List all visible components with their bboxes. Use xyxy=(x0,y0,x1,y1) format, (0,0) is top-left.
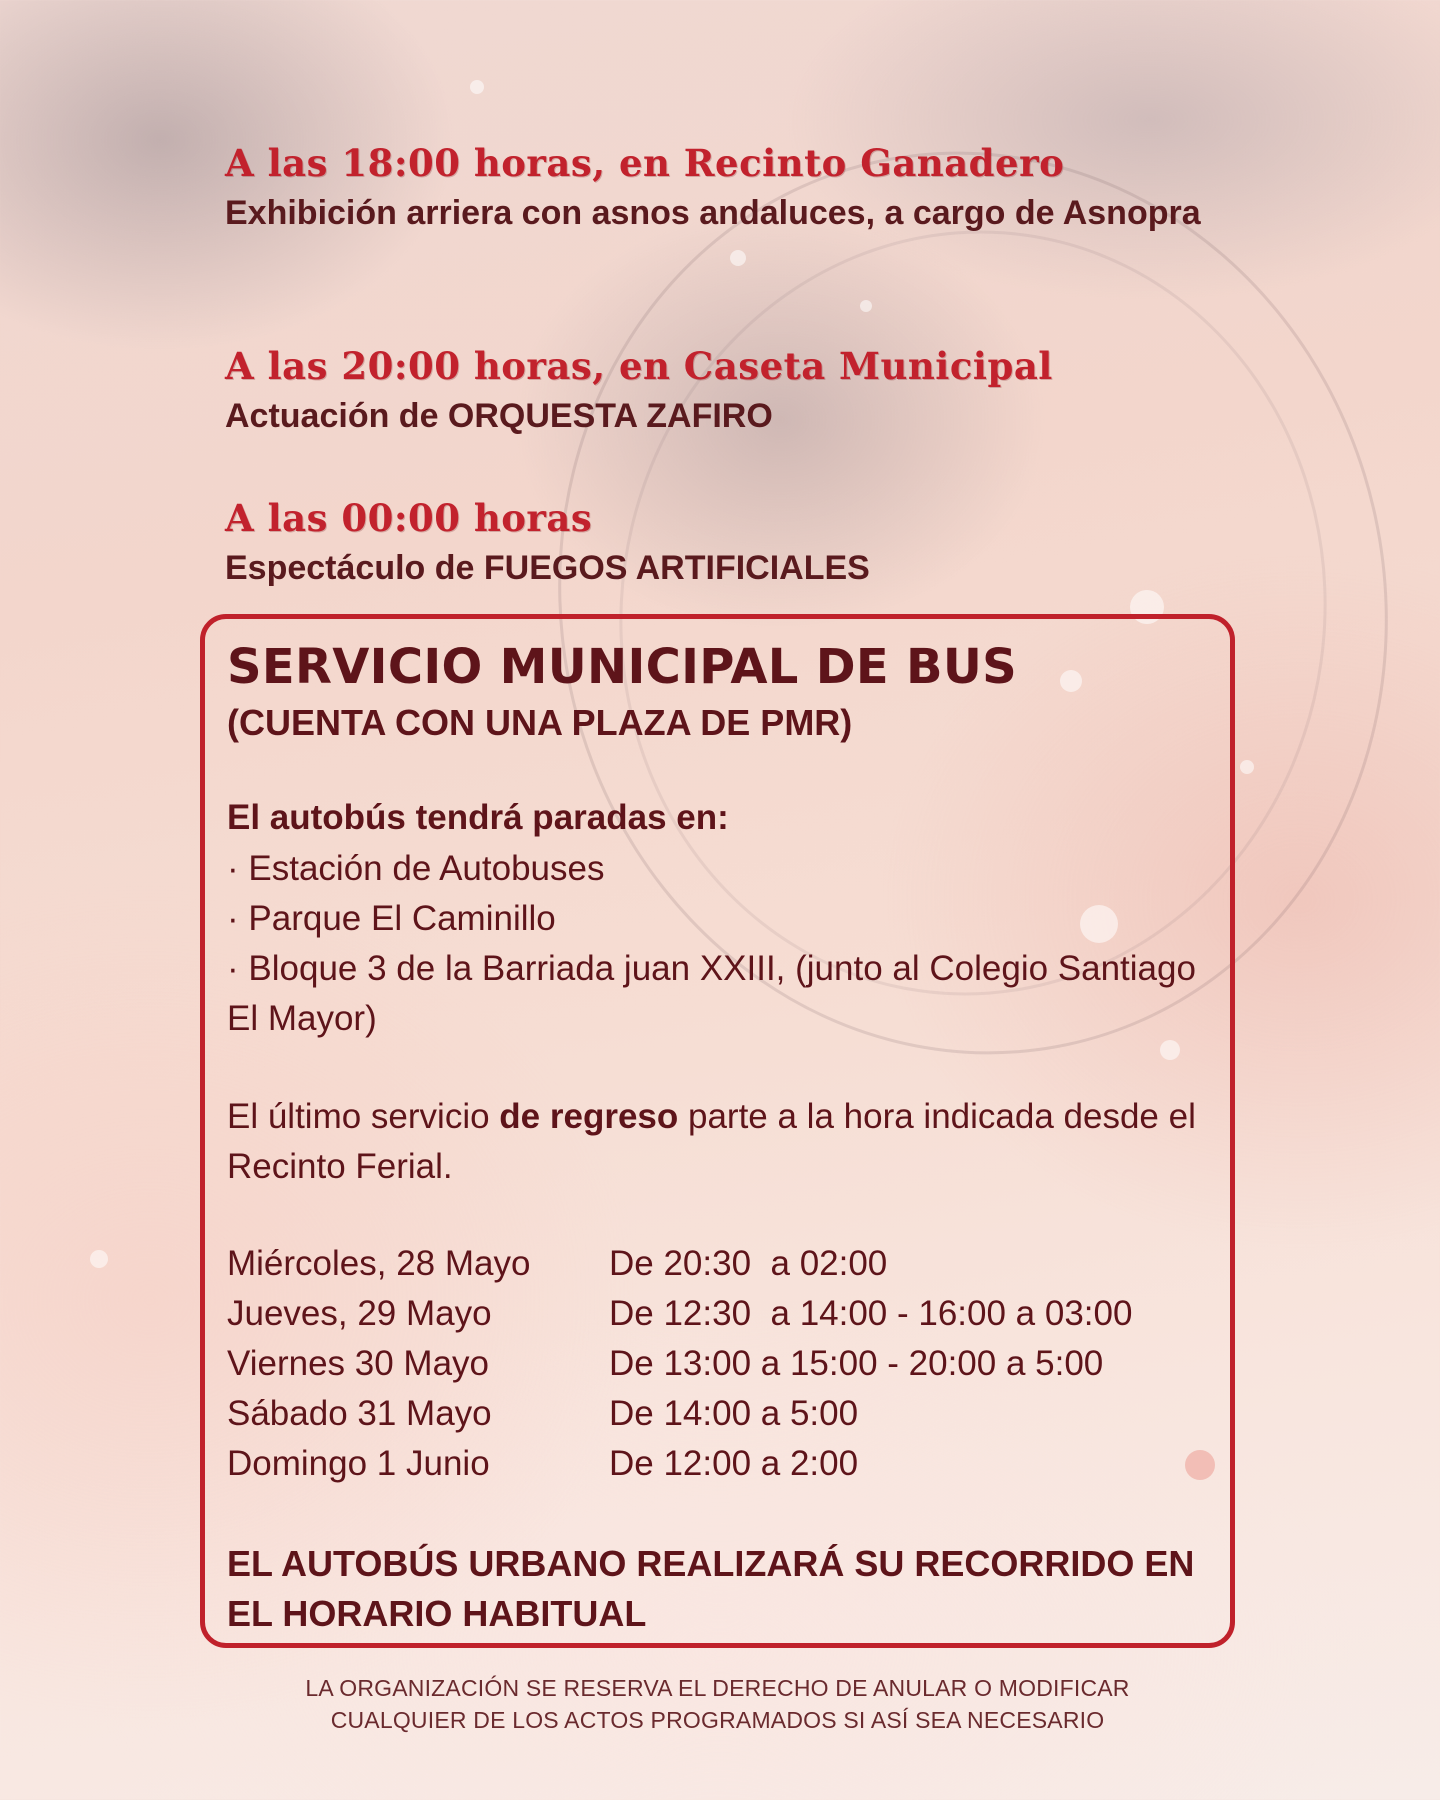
stop-item: · Parque El Caminillo xyxy=(227,894,1207,944)
schedule-day: Domingo 1 Junio xyxy=(227,1444,490,1483)
schedule-hours: De 20:30 a 02:00 xyxy=(609,1244,888,1283)
event-description: Exhibición arriera con asnos andaluces, a cargo de Asnopra xyxy=(225,194,1201,232)
disclaimer-line: CUALQUIER DE LOS ACTOS PROGRAMADOS SI ASÍ SEA NECESARIO xyxy=(330,1707,1105,1733)
schedule-hours: De 12:30 a 14:00 - 16:00 a 03:00 xyxy=(609,1294,1133,1333)
background-bokeh xyxy=(470,80,484,94)
schedule-day: Sábado 31 Mayo xyxy=(227,1394,492,1433)
bus-service-title: SERVICIO MUNICIPAL DE BUS xyxy=(227,639,1017,695)
event-heading: A las 18:00 horas, en Recinto Ganadero xyxy=(225,141,1065,185)
event-description: Actuación de ORQUESTA ZAFIRO xyxy=(225,397,773,435)
event-heading: A las 20:00 horas, en Caseta Municipal xyxy=(225,344,1053,388)
schedule-day: Miércoles, 28 Mayo xyxy=(227,1244,531,1283)
background-bokeh xyxy=(730,250,746,266)
bus-service-box xyxy=(200,614,1235,1648)
disclaimer-line: LA ORGANIZACIÓN SE RESERVA EL DERECHO DE ANULAR O MODIFICAR xyxy=(305,1675,1130,1701)
event-description: Espectáculo de FUEGOS ARTIFICIALES xyxy=(225,549,870,587)
stops-heading: El autobús tendrá paradas en: xyxy=(227,798,729,837)
schedule-row xyxy=(227,1239,1217,1289)
schedule-day: Viernes 30 Mayo xyxy=(227,1344,490,1383)
schedule-hours: De 12:00 a 2:00 xyxy=(609,1444,859,1483)
organization-disclaimer xyxy=(200,1672,1235,1736)
schedule-row xyxy=(227,1289,1217,1339)
schedule-row xyxy=(227,1439,1217,1489)
event-item xyxy=(225,141,1265,238)
schedule-row xyxy=(227,1339,1217,1389)
return-service-note xyxy=(227,1092,1207,1192)
return-note-emphasis: de regreso xyxy=(499,1097,679,1136)
stop-item: · Estación de Autobuses xyxy=(227,844,1207,894)
background-bokeh xyxy=(90,1250,108,1268)
schedule-day: Jueves, 29 Mayo xyxy=(227,1294,492,1333)
return-note-text: parte a la hora indicada desde el Recinto Ferial. xyxy=(227,1097,1196,1186)
schedule-hours: De 13:00 a 15:00 - 20:00 a 5:00 xyxy=(609,1344,1104,1383)
schedule-row xyxy=(227,1389,1217,1439)
background-bokeh xyxy=(1240,760,1254,774)
background-bokeh xyxy=(860,300,872,312)
event-item xyxy=(225,496,1265,593)
return-note-text: El último servicio xyxy=(227,1097,500,1136)
bus-service-subtitle: (CUENTA CON UNA PLAZA DE PMR) xyxy=(227,702,853,743)
stops-list xyxy=(227,844,1207,1044)
schedule-hours: De 14:00 a 5:00 xyxy=(609,1394,859,1433)
bus-schedule-table xyxy=(227,1239,1217,1489)
stop-item: · Bloque 3 de la Barriada juan XXIII, (junto al Colegio Santiago El Mayor) xyxy=(227,944,1207,1044)
event-item xyxy=(225,344,1265,441)
event-heading: A las 00:00 horas xyxy=(225,496,593,540)
urban-bus-note: EL AUTOBÚS URBANO REALIZARÁ SU RECORRIDO EN EL HORARIO HABITUAL xyxy=(227,1543,1195,1634)
